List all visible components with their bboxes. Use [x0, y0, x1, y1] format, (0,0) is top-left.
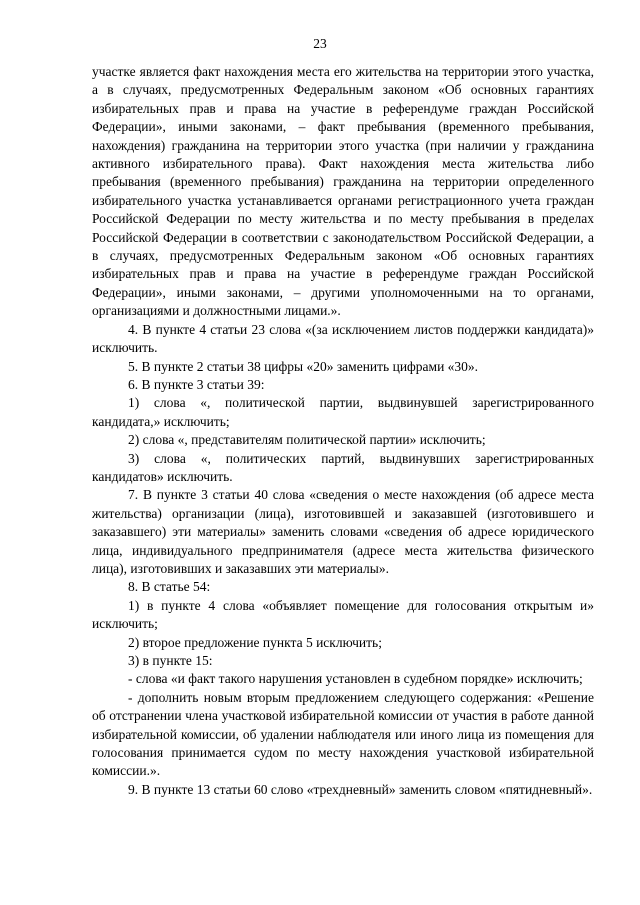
paragraph-item-6: 6. В пункте 3 статьи 39:	[128, 376, 265, 392]
paragraph-item-8-3-a: - слова «и факт такого нарушения установлен в судебном порядке» исключить;	[128, 671, 583, 687]
paragraph-item-8-3-b: - дополнить новым вторым предложением следующего содержания: «Решение об отстранении члена участковой избирательной комиссии от участия в работе данной избирательной комиссии, об удалении наблюдателя или иного лица из помещения для голосования принимается судом по месту нахождения участковой избирательной комиссии.».	[92, 689, 594, 779]
page-number: 23	[313, 36, 327, 51]
paragraph-item-7: 7. В пункте 3 статьи 40 слова «сведения о месте нахождения (об адресе места жительства) организации (лица), изготовившей и заказавшей (изготовившего и заказавшего) эти материалы» заменить словами «сведения об адресе юридического лица, индивидуального предпринимателя (адресе места жительства физического лица), изготовивших и заказавших эти материалы».	[92, 487, 594, 576]
paragraph-item-6-2: 2) слова «, представителям политической партии» исключить;	[128, 432, 486, 448]
paragraph-item-8-3: 3) в пункте 15:	[128, 653, 213, 668]
paragraph-item-6-3: 3) слова «, политических партий, выдвинувших зарегистрированных кандидатов» исключить.	[92, 450, 594, 484]
paragraph-item-5: 5. В пункте 2 статьи 38 цифры «20» заменить цифрами «30».	[128, 358, 479, 374]
paragraph-item-4: 4. В пункте 4 статьи 23 слова «(за исключением листов поддержки кандидата)» исключить.	[92, 321, 594, 356]
document-body	[92, 63, 594, 799]
paragraph-item-8-1: 1) в пункте 4 слова «объявляет помещение для голосования открытым и» исключить;	[92, 597, 594, 632]
paragraph-item-8: 8. В статье 54:	[128, 579, 211, 595]
paragraph-continuation: участке является факт нахождения места его жительства на территории этого участка, а в случаях, предусмотренных Федеральным законом «Об основных гарантиях избирательных прав и права на участие в референдуме граждан Российской Федерации», иными законами, – факт пребывания (временного пребывания, нахождения) гражданина на территории этого участка (при наличии у гражданина активного избирательного права). Факт нахождения места жительства либо пребывания (временного пребывания) гражданина на территории определенного избирательного участка устанавливается органами регистрационного учета граждан Российской Федерации по месту жительства и по месту пребывания в пределах Российской Федерации в соответствии с законодательством Российской Федерации, а в случаях, предусмотренных Федеральным законом «Об основных гарантиях избирательных прав и права на участие в референдуме граждан Российской Федерации», иными законами, – другими уполномоченными на то органами, организациями и должностными лицами.».	[92, 64, 594, 319]
paragraph-item-8-2: 2) второе предложение пункта 5 исключить;	[128, 634, 382, 650]
paragraph-item-6-1: 1) слова «, политической партии, выдвинувшей зарегистрированного кандидата,» исключить;	[92, 395, 594, 429]
paragraph-item-9: 9. В пункте 13 статьи 60 слово «трехдневный» заменить словом «пятидневный».	[128, 781, 593, 797]
